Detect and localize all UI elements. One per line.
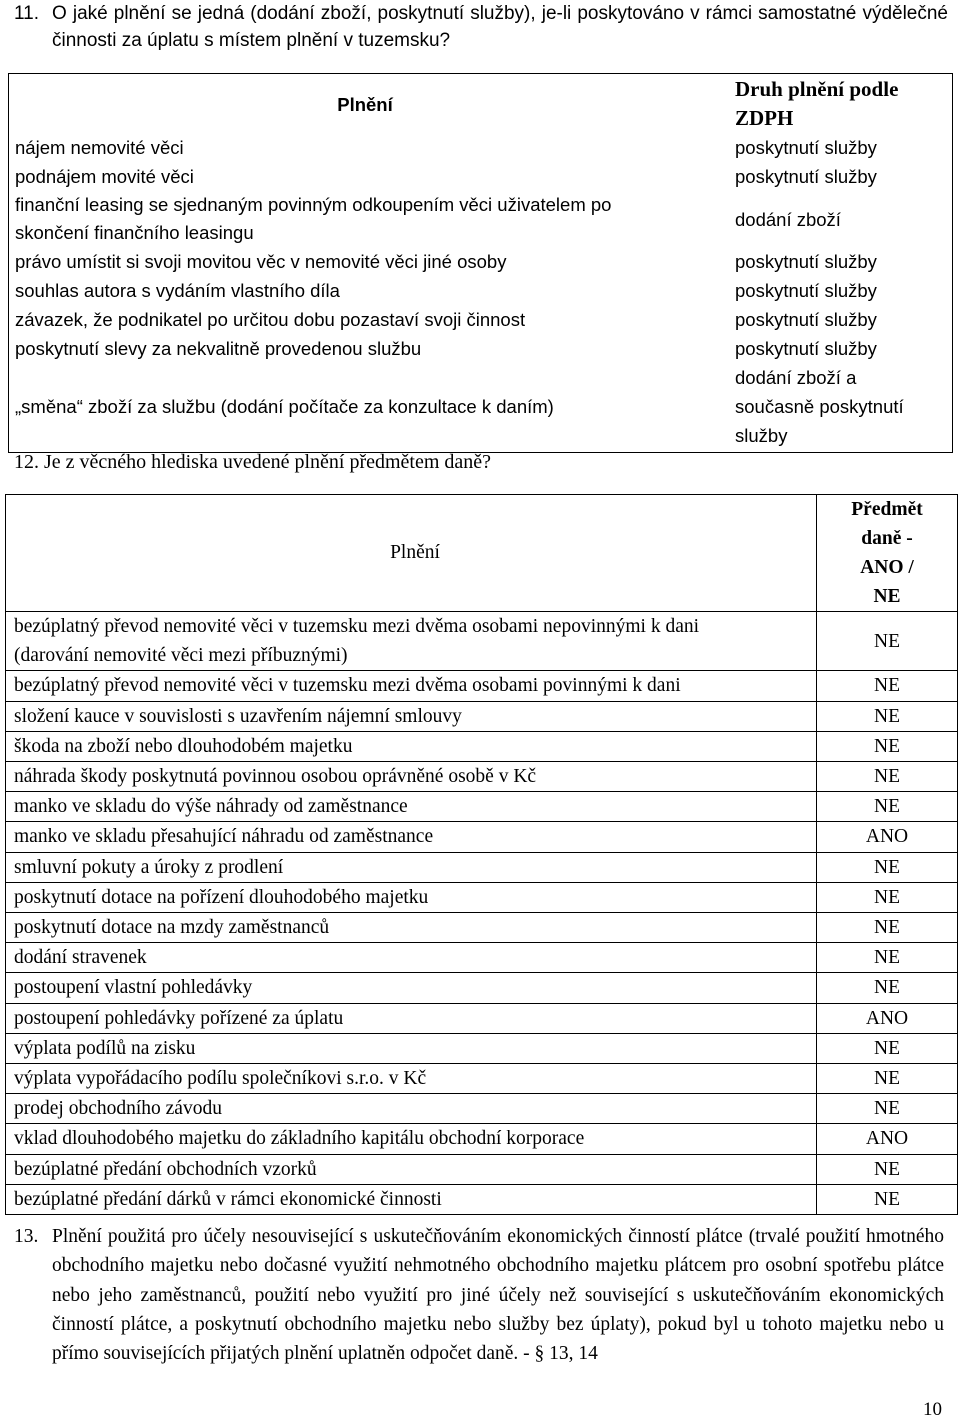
- table-row: [6, 1033, 958, 1063]
- cell-plneni: prodej obchodního závodu: [6, 1094, 817, 1124]
- cell-plneni: závazek, že podnikatel po určitou dobu pozastaví svoji činnost: [15, 309, 526, 330]
- table-tax-subject: [5, 494, 958, 1215]
- question-13-number: 13.: [14, 1226, 39, 1247]
- table-row: [6, 1094, 958, 1124]
- cell-predmet: NE: [817, 1033, 958, 1063]
- cell-druh: dodání zboží: [735, 208, 841, 230]
- table-row: [9, 305, 953, 334]
- cell-druh: poskytnutí služby: [735, 251, 877, 272]
- cell-predmet: NE: [817, 1094, 958, 1124]
- cell-druh: poskytnutí služby: [735, 166, 877, 187]
- cell-druh: poskytnutí služby: [735, 309, 877, 330]
- cell-plneni: složení kauce v souvislosti s uzavřením nájemní smlouvy: [6, 701, 817, 731]
- cell-plneni: bezúplatný převod nemovité věci v tuzemsku mezi dvěma osobami nepovinnými k dani (darování nemovité věci mezi příbuznými): [6, 612, 817, 671]
- table-row: [9, 247, 953, 276]
- cell-plneni: škoda na zboží nebo dlouhodobém majetku: [6, 731, 817, 761]
- table-row: [9, 276, 953, 305]
- cell-predmet: NE: [817, 762, 958, 792]
- cell-druh: poskytnutí služby: [735, 280, 877, 301]
- cell-predmet: NE: [817, 612, 958, 671]
- cell-plneni: postoupení pohledávky pořízené za úplatu: [6, 1003, 817, 1033]
- table-row: [6, 671, 958, 701]
- table-row: [6, 822, 958, 852]
- cell-plneni: manko ve skladu do výše náhrady od zaměstnance: [6, 792, 817, 822]
- cell-plneni: náhrada škody poskytnutá povinnou osobou oprávněné osobě v Kč: [6, 762, 817, 792]
- cell-plneni: poskytnutí slevy za nekvalitně provedenou službu: [15, 338, 422, 359]
- header-plneni: Plnění: [6, 495, 817, 612]
- cell-predmet: NE: [817, 731, 958, 761]
- cell-plneni: souhlas autora s vydáním vlastního díla: [15, 280, 340, 301]
- table-row: [6, 852, 958, 882]
- question-11-number: 11.: [14, 3, 40, 24]
- table-row: [6, 1003, 958, 1033]
- table-row: [9, 162, 953, 191]
- cell-predmet: ANO: [817, 1003, 958, 1033]
- cell-plneni: manko ve skladu přesahující náhradu od zaměstnance: [6, 822, 817, 852]
- table-row: [6, 762, 958, 792]
- table-header-row: [6, 495, 958, 612]
- cell-predmet: NE: [817, 882, 958, 912]
- cell-plneni: vklad dlouhodobého majetku do základního kapitálu obchodní korporace: [6, 1124, 817, 1154]
- cell-predmet: NE: [817, 701, 958, 731]
- cell-predmet: NE: [817, 973, 958, 1003]
- cell-plneni: výplata podílů na zisku: [6, 1033, 817, 1063]
- header-predmet-dane: Předmět daně - ANO / NE: [817, 495, 958, 612]
- table-row: [6, 973, 958, 1003]
- table-row: [6, 792, 958, 822]
- cell-predmet: NE: [817, 1154, 958, 1184]
- page-number: 10: [923, 1399, 942, 1420]
- cell-predmet: NE: [817, 913, 958, 943]
- question-13-text: Plnění použitá pro účely nesouvisející s uskutečňováním ekonomických činností plátce (trvalé použití hmotného obchodního majetku nebo dočasné využití nehmotného obchodního majetku plátcem pro osobní spotřebu plátce nebo jeho zaměstnanců, použití nebo využití pro jiné účely než související s uskutečňováním ekonomických činností plátce, a poskytnutí obchodního majetku nebo služby bez úplaty), pokud byl u tohoto majetku nebo u přímo souvisejících přijatých plnění uplatněn odpočet daně. - § 13, 14: [52, 1226, 944, 1365]
- question-13: [14, 1222, 944, 1368]
- header-plneni: Plnění: [337, 93, 393, 115]
- cell-predmet: NE: [817, 852, 958, 882]
- cell-plneni: právo umístit si svoji movitou věc v nemovité věci jiné osoby: [15, 251, 507, 272]
- cell-predmet: NE: [817, 671, 958, 701]
- table-row: [6, 1064, 958, 1094]
- cell-predmet: NE: [817, 792, 958, 822]
- cell-plneni: podnájem movité věci: [15, 166, 194, 187]
- cell-plneni: bezúplatný převod nemovité věci v tuzemsku mezi dvěma osobami povinnými k dani: [6, 671, 817, 701]
- table-row: [9, 334, 953, 363]
- cell-plneni: poskytnutí dotace na pořízení dlouhodobého majetku: [6, 882, 817, 912]
- cell-predmet: ANO: [817, 1124, 958, 1154]
- table-row: [6, 701, 958, 731]
- cell-plneni: postoupení vlastní pohledávky: [6, 973, 817, 1003]
- cell-predmet: NE: [817, 1064, 958, 1094]
- table-row: [6, 731, 958, 761]
- table-row: [6, 913, 958, 943]
- cell-plneni: poskytnutí dotace na mzdy zaměstnanců: [6, 913, 817, 943]
- question-12: 12. Je z věcného hlediska uvedené plnění předmětem daně?: [14, 451, 492, 473]
- cell-plneni: dodání stravenek: [6, 943, 817, 973]
- table-row: [6, 943, 958, 973]
- cell-plneni: nájem nemovité věci: [15, 137, 184, 158]
- table-header-row: [9, 74, 953, 134]
- cell-druh: poskytnutí služby: [735, 137, 877, 158]
- cell-predmet: ANO: [817, 822, 958, 852]
- cell-plneni: smluvní pokuty a úroky z prodlení: [6, 852, 817, 882]
- question-11-text: O jaké plnění se jedná (dodání zboží, poskytnutí služby), je-li poskytováno v rámci samostatné výdělečné činnosti za úplatu s místem plnění v tuzemsku?: [52, 3, 948, 51]
- cell-plneni: výplata vypořádacího podílu společníkovi s.r.o. v Kč: [6, 1064, 817, 1094]
- table-row: [6, 612, 958, 671]
- table-row: [6, 1184, 958, 1214]
- cell-plneni: finanční leasing se sjednaným povinným odkoupením věci uživatelem po skončení finančního leasingu: [15, 194, 612, 243]
- cell-plneni: bezúplatné předání obchodních vzorků: [6, 1154, 817, 1184]
- header-druh-plneni: Druh plnění podle ZDPH: [735, 77, 899, 130]
- table-supply-types: [8, 73, 953, 453]
- table-row: [9, 133, 953, 162]
- cell-druh: dodání zboží a současně poskytnutí služby: [735, 367, 904, 446]
- table-row: [6, 1154, 958, 1184]
- cell-druh: poskytnutí služby: [735, 338, 877, 359]
- table-row: [9, 363, 953, 453]
- cell-predmet: NE: [817, 943, 958, 973]
- cell-plneni: bezúplatné předání dárků v rámci ekonomické činnosti: [6, 1184, 817, 1214]
- cell-plneni: „směna“ zboží za službu (dodání počítače za konzultace k daním): [15, 396, 554, 417]
- table-row: [9, 191, 953, 247]
- table-row: [6, 1124, 958, 1154]
- cell-predmet: NE: [817, 1184, 958, 1214]
- question-11: [14, 0, 948, 54]
- table-row: [6, 882, 958, 912]
